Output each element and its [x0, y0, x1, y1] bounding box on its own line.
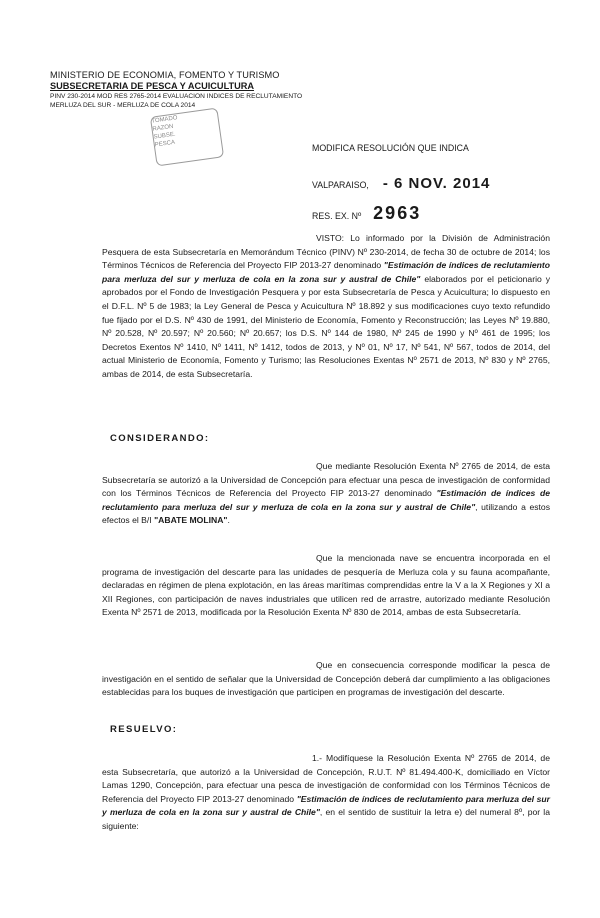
project-title: "Estimación de índices de reclutamiento para merluza del sur y merluza de cola en la zona sur y austral de Chile": [102, 793, 550, 818]
considerando-heading: CONSIDERANDO:: [110, 433, 210, 444]
considerando-paragraph-1: [102, 460, 550, 528]
resolution-number: 2963: [373, 203, 422, 223]
resuelvo-text-1b: , en el sentido de sustituir la letra e) del numeral 8º, por la siguiente:: [102, 807, 550, 831]
considerando-paragraph-2: [102, 552, 550, 620]
resuelvo-text-1: 1.- Modifíquese la Resolución Exenta Nº 2765 de 2014, de esta Subsecretaría, que autorizó a la Universidad de Concepción, R.U.T. Nº 81.494.400-K, domiciliado en Víctor Lamas 1290, Concepción, para efectuar una pesca de investigación de conformidad con los Términos Técnicos de Referencia del Proyecto FIP 2013-27 denominado: [102, 753, 550, 804]
stamp-line: TOMADO: [151, 115, 178, 125]
reference-code-line: PINV 230-2014 MOD RES 2765-2014 EVALUACION INDICES DE RECLUTAMIENTO: [50, 93, 303, 100]
project-title: "Estimación de índices de reclutamiento para merluza del sur y merluza de cola en la zona sur y austral de Chile": [102, 488, 550, 512]
resuelvo-paragraph-1: [102, 752, 550, 834]
considerando-text-1c: .: [227, 515, 230, 526]
considerando-paragraph-3: [102, 659, 550, 700]
stamp-line: RAZON: [152, 123, 174, 133]
issue-date: - 6 NOV. 2014: [382, 175, 491, 192]
resuelvo-heading: RESUELVO:: [110, 724, 178, 735]
considerando-text-1: Que mediante Resolución Exenta Nº 2765 de 2014, de esta Subsecretaría se autorizó a la Universidad de Concepción para efectuar una pesca de investigación de conformidad con los Términos Técnicos de Referencia del Proyecto FIP 2013-27 denominado: [102, 461, 550, 499]
place-date-line: [312, 175, 490, 192]
visto-text-1: VISTO: Lo informado por la División de Administración Pesquera de esta Subsecretaría en Memorándum Técnico (PINV) Nº 230-2014, de fecha 30 de octubre de 2014; los Términos Técnicos de Referencia del Proyecto FIP 2013-27 denominado: [102, 233, 550, 271]
resolution-number-line: [312, 203, 421, 224]
visto-text-2: elaborados por el peticionario y aprobados por el Fondo de Investigación Pesquera y por esta Subsecretaría de Pesca y Acuicultura; lo dispuesto en el D.F.L. Nº 5 de 1983; la Ley General de Pesca y Acuicultura Nº 18.892 y sus modificaciones cuyo texto refundido fue fijado por el D.S. Nº 430 de 1991, del Ministerio de Economía, Fomento y Reconstrucción; las Leyes Nº 19.880, Nº 20.528, Nº 20.597; Nº 20.560; Nº 20.657; los D.S. Nº 144 de 1980, Nº 245 de 1990 y Nº 461 de 1995; los Decretos Exentos Nº 1410, Nº 1411, Nº 1412, todos de 2013, y Nº 01, Nº 17, Nº 541, Nº 567, todos de 2014, del actual Ministerio de Economía, Fomento y Turismo; las Resoluciones Exentas Nº 2571 de 2013, Nº 830 y Nº 2765, ambas de 2014, de esta Subsecretaría.: [102, 273, 551, 379]
considerando-text-1b: , utilizando a estos efectos el B/I: [102, 501, 550, 526]
visto-paragraph: [102, 232, 550, 382]
city-label: VALPARAISO,: [312, 180, 369, 190]
considerando-text-3: Que en consecuencia corresponde modificar la pesca de investigación en el sentido de señalar que la Universidad de Concepción deberá dar cumplimiento a las obligaciones establecidas para los buques de investigación que participen en programas de investigación del descarte.: [102, 660, 550, 698]
received-stamp: [150, 108, 224, 167]
ministry-name: MINISTERIO DE ECONOMIA, FOMENTO Y TURISMO: [50, 70, 280, 80]
document-subject: MODIFICA RESOLUCIÓN QUE INDICA: [312, 143, 469, 153]
considerando-text-2: Que la mencionada nave se encuentra incorporada en el programa de investigación del descarte para las unidades de pesquería de Merluza cola y su fauna acompañante, declaradas en régimen de plena explotación, en las áreas marítimas comprendidas entre la V a la X Regiones y XI a XII Regiones, con participación de naves industriales que utilicen red de arrastre, autorizado mediante Resolución Exenta Nº 2571 de 2013, modificada por la Resolución Exenta Nº 830 de 2014, ambas de esta Subsecretaría.: [102, 553, 550, 618]
reference-species-line: MERLUZA DEL SUR - MERLUZA DE COLA 2014: [50, 102, 196, 109]
subsecretaria-name: SUBSECRETARIA DE PESCA Y ACUICULTURA: [50, 81, 255, 91]
stamp-line: SUBSE.: [153, 131, 176, 141]
vessel-name: "ABATE MOLINA": [154, 515, 228, 526]
project-title: "Estimación de índices de reclutamiento para merluza del sur y merluza de cola en la zona sur y austral de Chile": [102, 260, 550, 284]
stamp-line: PESCA: [154, 139, 176, 149]
letterhead: [50, 70, 350, 110]
resolution-label: RES. EX. Nº: [312, 211, 362, 221]
